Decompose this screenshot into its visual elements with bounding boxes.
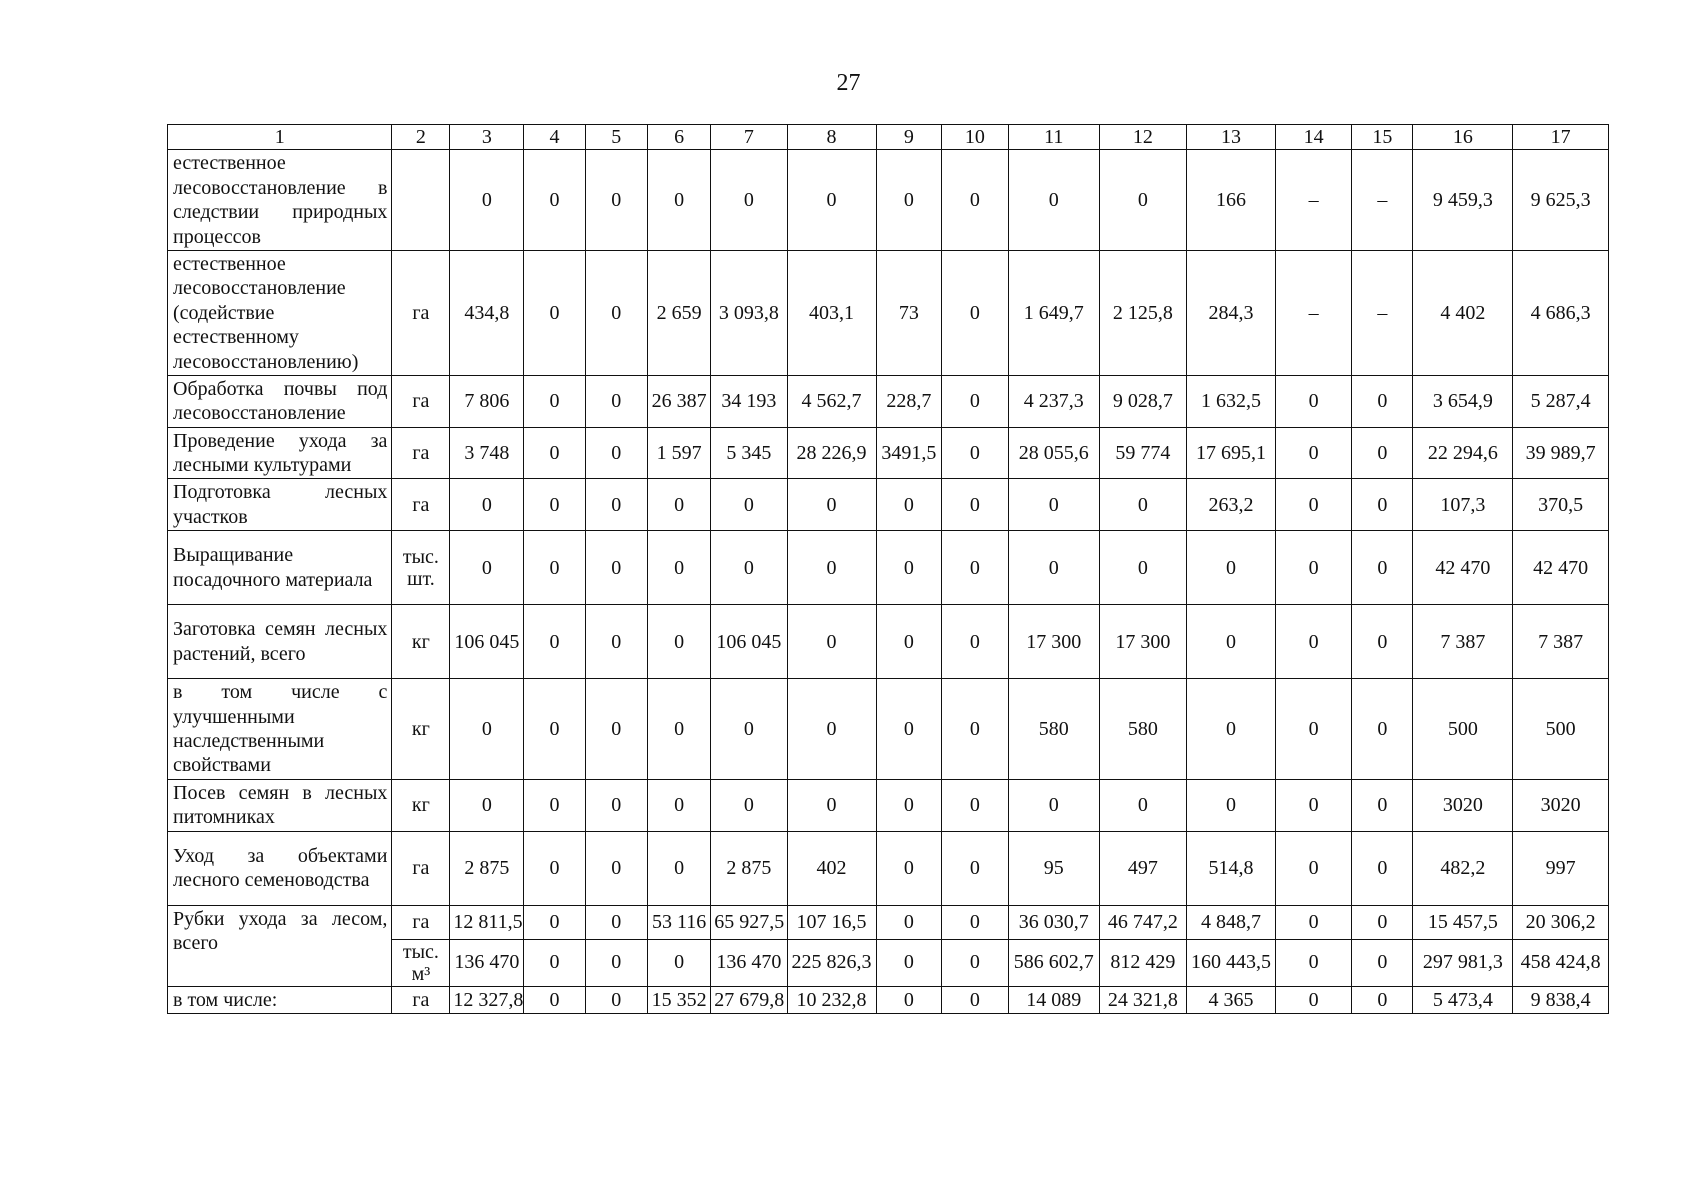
column-header: 14 bbox=[1276, 125, 1352, 150]
value-cell: 0 bbox=[942, 939, 1009, 986]
value-cell: 580 bbox=[1099, 679, 1186, 780]
value-cell: 106 045 bbox=[450, 605, 524, 679]
value-cell: 0 bbox=[585, 939, 647, 986]
value-cell: 370,5 bbox=[1513, 479, 1609, 531]
value-cell: 0 bbox=[1352, 779, 1413, 831]
value-cell: 20 306,2 bbox=[1513, 905, 1609, 939]
value-cell: 10 232,8 bbox=[787, 986, 876, 1013]
value-cell: 0 bbox=[942, 986, 1009, 1013]
value-cell: 0 bbox=[711, 479, 787, 531]
value-cell: 514,8 bbox=[1186, 831, 1275, 905]
row-name-cell: Посев семян в лесных питомниках bbox=[168, 779, 392, 831]
value-cell: 17 300 bbox=[1099, 605, 1186, 679]
value-cell: 228,7 bbox=[876, 375, 942, 427]
value-cell: 0 bbox=[647, 531, 710, 605]
value-cell: 0 bbox=[1276, 779, 1352, 831]
value-cell: 2 659 bbox=[647, 250, 710, 375]
value-cell: 106 045 bbox=[711, 605, 787, 679]
value-cell: 500 bbox=[1513, 679, 1609, 780]
value-cell: 0 bbox=[524, 427, 585, 479]
value-cell: 458 424,8 bbox=[1513, 939, 1609, 986]
column-header: 10 bbox=[942, 125, 1009, 150]
value-cell: 0 bbox=[1186, 679, 1275, 780]
row-unit-cell: га bbox=[392, 427, 450, 479]
value-cell: 0 bbox=[450, 779, 524, 831]
column-header: 16 bbox=[1413, 125, 1513, 150]
value-cell: 0 bbox=[711, 679, 787, 780]
value-cell: 9 625,3 bbox=[1513, 150, 1609, 251]
table-row bbox=[168, 905, 1609, 939]
value-cell: 0 bbox=[942, 150, 1009, 251]
value-cell: 0 bbox=[1352, 375, 1413, 427]
column-header: 8 bbox=[787, 125, 876, 150]
value-cell: 482,2 bbox=[1413, 831, 1513, 905]
value-cell: 15 457,5 bbox=[1413, 905, 1513, 939]
table-row bbox=[168, 831, 1609, 905]
value-cell: 0 bbox=[524, 479, 585, 531]
value-cell: 4 562,7 bbox=[787, 375, 876, 427]
value-cell: 15 352 bbox=[647, 986, 710, 1013]
row-name-cell: Выращивание посадочного материала bbox=[168, 531, 392, 605]
value-cell: – bbox=[1276, 150, 1352, 251]
value-cell: 0 bbox=[876, 531, 942, 605]
value-cell: 997 bbox=[1513, 831, 1609, 905]
value-cell: 14 089 bbox=[1008, 986, 1099, 1013]
value-cell: 0 bbox=[1276, 479, 1352, 531]
value-cell: 73 bbox=[876, 250, 942, 375]
value-cell: 0 bbox=[524, 605, 585, 679]
value-cell: 0 bbox=[1352, 605, 1413, 679]
value-cell: 0 bbox=[876, 150, 942, 251]
value-cell: 497 bbox=[1099, 831, 1186, 905]
value-cell: 812 429 bbox=[1099, 939, 1186, 986]
value-cell: 0 bbox=[647, 479, 710, 531]
column-header: 6 bbox=[647, 125, 710, 150]
value-cell: 0 bbox=[450, 479, 524, 531]
value-cell: 0 bbox=[1008, 150, 1099, 251]
value-cell: 0 bbox=[524, 679, 585, 780]
value-cell: 1 632,5 bbox=[1186, 375, 1275, 427]
value-cell: 2 125,8 bbox=[1099, 250, 1186, 375]
row-unit-cell: га bbox=[392, 831, 450, 905]
row-unit-cell: тыс. м³ bbox=[392, 939, 450, 986]
value-cell: 0 bbox=[787, 779, 876, 831]
value-cell: 28 226,9 bbox=[787, 427, 876, 479]
value-cell: 0 bbox=[647, 939, 710, 986]
value-cell: 0 bbox=[1276, 531, 1352, 605]
value-cell: 0 bbox=[585, 375, 647, 427]
data-table bbox=[167, 124, 1609, 1014]
page-number: 27 bbox=[836, 70, 861, 96]
row-name-cell: Уход за объектами лесного семеноводства bbox=[168, 831, 392, 905]
value-cell: 0 bbox=[450, 531, 524, 605]
value-cell: 0 bbox=[1276, 939, 1352, 986]
column-header: 17 bbox=[1513, 125, 1609, 150]
row-unit-cell: кг bbox=[392, 605, 450, 679]
value-cell: 28 055,6 bbox=[1008, 427, 1099, 479]
value-cell: 0 bbox=[1352, 986, 1413, 1013]
value-cell: 0 bbox=[1276, 986, 1352, 1013]
row-unit-cell: кг bbox=[392, 779, 450, 831]
value-cell: 0 bbox=[787, 479, 876, 531]
value-cell: 0 bbox=[1008, 779, 1099, 831]
value-cell: 5 345 bbox=[711, 427, 787, 479]
value-cell: 0 bbox=[524, 986, 585, 1013]
value-cell: 0 bbox=[585, 250, 647, 375]
row-name-cell: Подготовка лесных участков bbox=[168, 479, 392, 531]
value-cell: 0 bbox=[1352, 905, 1413, 939]
value-cell: 0 bbox=[1276, 605, 1352, 679]
value-cell: 4 365 bbox=[1186, 986, 1275, 1013]
value-cell: 9 028,7 bbox=[1099, 375, 1186, 427]
value-cell: 0 bbox=[524, 939, 585, 986]
value-cell: 0 bbox=[876, 779, 942, 831]
value-cell: 27 679,8 bbox=[711, 986, 787, 1013]
value-cell: 0 bbox=[1186, 605, 1275, 679]
value-cell: 34 193 bbox=[711, 375, 787, 427]
value-cell: 39 989,7 bbox=[1513, 427, 1609, 479]
row-unit-cell: тыс. шт. bbox=[392, 531, 450, 605]
column-header: 2 bbox=[392, 125, 450, 150]
row-unit-cell: га bbox=[392, 905, 450, 939]
value-cell: 0 bbox=[876, 831, 942, 905]
row-unit-cell: га bbox=[392, 986, 450, 1013]
row-name-cell: в том числе: bbox=[168, 986, 392, 1013]
value-cell: 53 116 bbox=[647, 905, 710, 939]
value-cell: 0 bbox=[942, 375, 1009, 427]
value-cell: 0 bbox=[524, 905, 585, 939]
column-header: 1 bbox=[168, 125, 392, 150]
row-unit-cell bbox=[392, 150, 450, 251]
value-cell: 3 654,9 bbox=[1413, 375, 1513, 427]
value-cell: 0 bbox=[585, 779, 647, 831]
value-cell: 4 848,7 bbox=[1186, 905, 1275, 939]
value-cell: 1 649,7 bbox=[1008, 250, 1099, 375]
value-cell: 434,8 bbox=[450, 250, 524, 375]
value-cell: 2 875 bbox=[711, 831, 787, 905]
value-cell: 7 387 bbox=[1513, 605, 1609, 679]
value-cell: 0 bbox=[1099, 531, 1186, 605]
value-cell: 0 bbox=[524, 250, 585, 375]
value-cell: 0 bbox=[1099, 150, 1186, 251]
table-row bbox=[168, 427, 1609, 479]
value-cell: 0 bbox=[711, 150, 787, 251]
row-name-cell: естественное лесовосстановление (содействие естественному лесовосстановлению) bbox=[168, 250, 392, 375]
column-header: 4 bbox=[524, 125, 585, 150]
value-cell: 0 bbox=[1276, 905, 1352, 939]
value-cell: 0 bbox=[1352, 939, 1413, 986]
value-cell: 5 287,4 bbox=[1513, 375, 1609, 427]
value-cell: 580 bbox=[1008, 679, 1099, 780]
value-cell: 0 bbox=[450, 679, 524, 780]
value-cell: 0 bbox=[647, 605, 710, 679]
column-header: 9 bbox=[876, 125, 942, 150]
value-cell: 107,3 bbox=[1413, 479, 1513, 531]
table-row bbox=[168, 605, 1609, 679]
value-cell: 4 237,3 bbox=[1008, 375, 1099, 427]
column-header: 13 bbox=[1186, 125, 1275, 150]
value-cell: – bbox=[1276, 250, 1352, 375]
column-header: 5 bbox=[585, 125, 647, 150]
row-unit-cell: кг bbox=[392, 679, 450, 780]
table-row bbox=[168, 531, 1609, 605]
value-cell: 59 774 bbox=[1099, 427, 1186, 479]
value-cell: 0 bbox=[787, 531, 876, 605]
value-cell: 107 16,5 bbox=[787, 905, 876, 939]
value-cell: – bbox=[1352, 250, 1413, 375]
value-cell: 0 bbox=[585, 427, 647, 479]
value-cell: 0 bbox=[524, 150, 585, 251]
value-cell: 0 bbox=[876, 939, 942, 986]
value-cell: 42 470 bbox=[1413, 531, 1513, 605]
value-cell: 0 bbox=[942, 831, 1009, 905]
value-cell: 0 bbox=[711, 779, 787, 831]
table-row bbox=[168, 150, 1609, 251]
value-cell: 0 bbox=[524, 831, 585, 905]
value-cell: 0 bbox=[787, 679, 876, 780]
value-cell: 9 459,3 bbox=[1413, 150, 1513, 251]
value-cell: 0 bbox=[942, 605, 1009, 679]
value-cell: 0 bbox=[876, 905, 942, 939]
value-cell: 0 bbox=[876, 479, 942, 531]
value-cell: 0 bbox=[647, 831, 710, 905]
value-cell: 0 bbox=[942, 905, 1009, 939]
value-cell: 0 bbox=[1276, 375, 1352, 427]
value-cell: 0 bbox=[1276, 679, 1352, 780]
value-cell: 0 bbox=[585, 986, 647, 1013]
value-cell: 0 bbox=[942, 479, 1009, 531]
value-cell: 0 bbox=[876, 986, 942, 1013]
column-header: 12 bbox=[1099, 125, 1186, 150]
value-cell: 0 bbox=[787, 605, 876, 679]
value-cell: 0 bbox=[524, 531, 585, 605]
value-cell: 42 470 bbox=[1513, 531, 1609, 605]
value-cell: 0 bbox=[1008, 531, 1099, 605]
value-cell: 0 bbox=[585, 605, 647, 679]
value-cell: 65 927,5 bbox=[711, 905, 787, 939]
column-header: 15 bbox=[1352, 125, 1413, 150]
value-cell: 136 470 bbox=[711, 939, 787, 986]
value-cell: 0 bbox=[1008, 479, 1099, 531]
row-unit-cell: га bbox=[392, 375, 450, 427]
column-header: 11 bbox=[1008, 125, 1099, 150]
row-unit-cell: га bbox=[392, 250, 450, 375]
value-cell: 36 030,7 bbox=[1008, 905, 1099, 939]
value-cell: 0 bbox=[1099, 779, 1186, 831]
value-cell: 0 bbox=[1186, 531, 1275, 605]
value-cell: 3491,5 bbox=[876, 427, 942, 479]
value-cell: 24 321,8 bbox=[1099, 986, 1186, 1013]
value-cell: 0 bbox=[585, 831, 647, 905]
value-cell: 2 875 bbox=[450, 831, 524, 905]
value-cell: 4 686,3 bbox=[1513, 250, 1609, 375]
value-cell: 0 bbox=[942, 250, 1009, 375]
value-cell: 0 bbox=[647, 679, 710, 780]
value-cell: 46 747,2 bbox=[1099, 905, 1186, 939]
value-cell: 0 bbox=[1186, 779, 1275, 831]
table-row bbox=[168, 679, 1609, 780]
value-cell: 5 473,4 bbox=[1413, 986, 1513, 1013]
value-cell: 0 bbox=[1352, 831, 1413, 905]
table-row bbox=[168, 779, 1609, 831]
value-cell: 0 bbox=[876, 605, 942, 679]
table-row bbox=[168, 375, 1609, 427]
value-cell: 403,1 bbox=[787, 250, 876, 375]
value-cell: 17 695,1 bbox=[1186, 427, 1275, 479]
column-header: 3 bbox=[450, 125, 524, 150]
row-name-cell: Проведение ухода за лесными культурами bbox=[168, 427, 392, 479]
value-cell: 0 bbox=[1099, 479, 1186, 531]
value-cell: 586 602,7 bbox=[1008, 939, 1099, 986]
value-cell: 0 bbox=[942, 531, 1009, 605]
value-cell: 0 bbox=[1276, 427, 1352, 479]
value-cell: 0 bbox=[876, 679, 942, 780]
value-cell: 1 597 bbox=[647, 427, 710, 479]
value-cell: 0 bbox=[942, 679, 1009, 780]
table-row bbox=[168, 479, 1609, 531]
value-cell: 3020 bbox=[1413, 779, 1513, 831]
row-name-cell: Заготовка семян лесных растений, всего bbox=[168, 605, 392, 679]
value-cell: 95 bbox=[1008, 831, 1099, 905]
value-cell: 7 806 bbox=[450, 375, 524, 427]
column-number-row bbox=[168, 125, 1609, 150]
row-name-cell: в том числе с улучшенными наследственными свойствами bbox=[168, 679, 392, 780]
value-cell: 12 811,5 bbox=[450, 905, 524, 939]
row-name-cell: Обработка почвы под лесовосстановление bbox=[168, 375, 392, 427]
value-cell: 0 bbox=[711, 531, 787, 605]
value-cell: 0 bbox=[942, 779, 1009, 831]
value-cell: 0 bbox=[585, 679, 647, 780]
column-header: 7 bbox=[711, 125, 787, 150]
value-cell: 225 826,3 bbox=[787, 939, 876, 986]
value-cell: 0 bbox=[585, 905, 647, 939]
value-cell: 3 748 bbox=[450, 427, 524, 479]
value-cell: 166 bbox=[1186, 150, 1275, 251]
value-cell: 0 bbox=[1276, 831, 1352, 905]
value-cell: 0 bbox=[1352, 531, 1413, 605]
value-cell: 402 bbox=[787, 831, 876, 905]
value-cell: 4 402 bbox=[1413, 250, 1513, 375]
value-cell: 0 bbox=[1352, 427, 1413, 479]
value-cell: 297 981,3 bbox=[1413, 939, 1513, 986]
value-cell: 0 bbox=[524, 779, 585, 831]
value-cell: 7 387 bbox=[1413, 605, 1513, 679]
value-cell: 0 bbox=[1352, 679, 1413, 780]
value-cell: 160 443,5 bbox=[1186, 939, 1275, 986]
value-cell: 0 bbox=[585, 150, 647, 251]
value-cell: 26 387 bbox=[647, 375, 710, 427]
value-cell: 3020 bbox=[1513, 779, 1609, 831]
value-cell: 0 bbox=[524, 375, 585, 427]
value-cell: 500 bbox=[1413, 679, 1513, 780]
row-name-cell: Рубки ухода за лесом, всего bbox=[168, 905, 392, 986]
table-body bbox=[168, 150, 1609, 1014]
value-cell: 0 bbox=[450, 150, 524, 251]
value-cell: 263,2 bbox=[1186, 479, 1275, 531]
value-cell: 284,3 bbox=[1186, 250, 1275, 375]
value-cell: 136 470 bbox=[450, 939, 524, 986]
value-cell: 0 bbox=[585, 531, 647, 605]
row-name-cell: естественное лесовосстановление в следствии природных процессов bbox=[168, 150, 392, 251]
value-cell: 22 294,6 bbox=[1413, 427, 1513, 479]
value-cell: 9 838,4 bbox=[1513, 986, 1609, 1013]
value-cell: 17 300 bbox=[1008, 605, 1099, 679]
table-row bbox=[168, 250, 1609, 375]
value-cell: 3 093,8 bbox=[711, 250, 787, 375]
row-unit-cell: га bbox=[392, 479, 450, 531]
value-cell: 0 bbox=[647, 150, 710, 251]
value-cell: 0 bbox=[647, 779, 710, 831]
value-cell: 0 bbox=[1352, 479, 1413, 531]
table-row bbox=[168, 986, 1609, 1013]
value-cell: 0 bbox=[787, 150, 876, 251]
value-cell: – bbox=[1352, 150, 1413, 251]
value-cell: 0 bbox=[585, 479, 647, 531]
value-cell: 0 bbox=[942, 427, 1009, 479]
value-cell: 12 327,8 bbox=[450, 986, 524, 1013]
